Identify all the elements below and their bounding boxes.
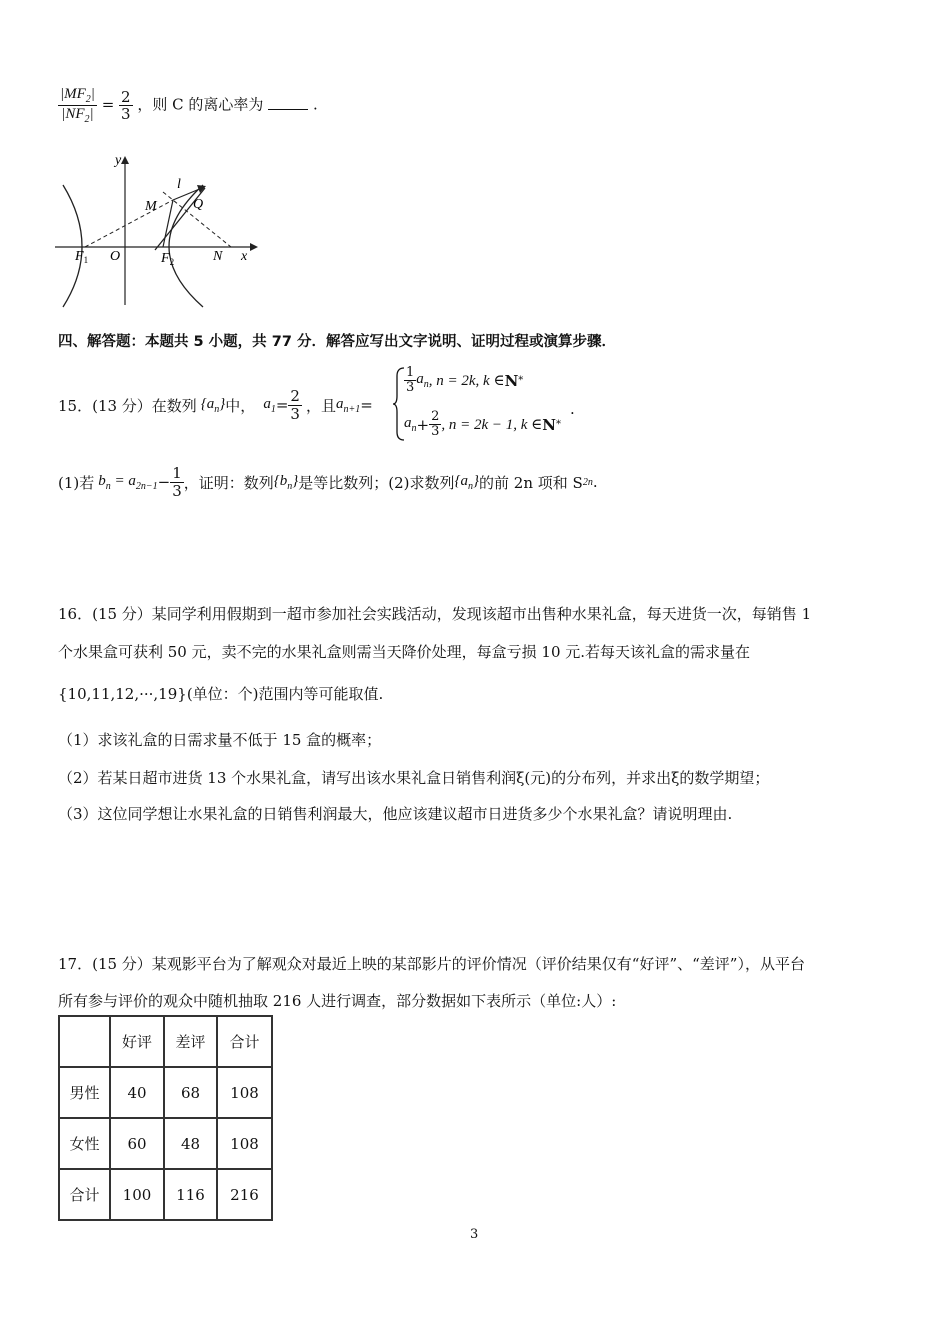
hyperbola-left-branch: [63, 185, 82, 307]
table-cell: 48: [164, 1118, 217, 1169]
q14-text: ，则 C 的离心率为: [137, 95, 264, 114]
table-cell: 合计: [217, 1016, 272, 1067]
answer-blank: [268, 95, 308, 110]
q15-parts: (1)若 $b_n = a_{2n-1}$ − $\frac{1}{3}$ ，证明：数列 $\{b_n\}$ 是等比数列；(2)求数列 $\{a_n\}$ 的前 2n 项和 S 2n .: [58, 464, 598, 500]
q17-line2: 所有参与评价的观众中随机抽取 216 人进行调查，部分数据如下表所示（单位:人）:: [58, 992, 617, 1010]
table-cell: 216: [217, 1169, 272, 1220]
q16-line1: 16．(15 分）某同学利用假期到一超市参加社会实践活动，发现该超市出售种水果礼盒，每天进货一次，每销售 1: [58, 605, 812, 623]
table-cell: 108: [217, 1067, 272, 1118]
label-x: x: [241, 249, 248, 264]
hyperbola-figure: [55, 150, 265, 310]
page-number: 3: [470, 1227, 479, 1242]
label-O: O: [110, 249, 121, 264]
label-N: N: [213, 249, 223, 264]
label-F2: $F_2$: [161, 251, 175, 267]
piecewise-case-2: $a_n$ + $\frac{2}{3}$ , n = 2k − 1, k ∈ N *: [404, 409, 561, 440]
line-F1M: [85, 200, 173, 247]
label-M: M: [145, 199, 157, 214]
q16-part1: （1）求该礼盒的日需求量不低于 15 盒的概率；: [58, 731, 382, 749]
table-cell: 60: [110, 1118, 164, 1169]
table-row: [59, 1067, 272, 1118]
table-row: [59, 1118, 272, 1169]
label-y: y: [115, 153, 122, 168]
table-cell: 68: [164, 1067, 217, 1118]
table-cell: [59, 1016, 110, 1067]
q16-part2: （2）若某日超市进货 13 个水果礼盒，请写出该水果礼盒日销售利润ξ(元)的分布列，并求出ξ的数学期望；: [58, 769, 770, 787]
label-Q: Q: [193, 197, 204, 212]
label-F1: $F_1$: [75, 249, 89, 265]
q14-tail-line: $\frac{|MF_2|}{|NF_2|}$ = $\frac{2}{3}$ ，则 C 的离心率为 .: [60, 86, 318, 125]
table-header-row: [59, 1016, 272, 1067]
piecewise-case-1: $\frac{1}{3}$ $a_n$ , n = 2k, k ∈ N *: [406, 365, 524, 396]
table-cell: 116: [164, 1169, 217, 1220]
table-cell: 女性: [59, 1118, 110, 1169]
table-cell: 108: [217, 1118, 272, 1169]
table-cell: 合计: [59, 1169, 110, 1220]
table-cell: 好评: [110, 1016, 164, 1067]
survey-table: [58, 1015, 273, 1221]
table-cell: 100: [110, 1169, 164, 1220]
x-axis-arrow: [250, 243, 258, 251]
ratio-fraction: $\frac{|MF_2|}{|NF_2|}$: [60, 86, 95, 125]
q16-line3: {10,11,12,···,19}(单位：个)范围内等可能取值.: [58, 685, 384, 703]
q16-part3: （3）这位同学想让水果礼盒的日销售利润最大，他应该建议超市日进货多少个水果礼盒？请说明理由.: [58, 805, 733, 823]
table-cell: 差评: [164, 1016, 217, 1067]
q17-line1: 17．(15 分）某观影平台为了解观众对最近上映的某部影片的评价情况（评价结果仅有“好评”、“差评”），从平台: [58, 955, 805, 973]
value-fraction: $\frac{2}{3}$: [121, 87, 131, 123]
table-row: [59, 1169, 272, 1220]
q15-stem: 15．(13 分）在数列 $\{a_n\}$ 中， $a_1$ = $\frac{2}{3}$ ，且 $a_{n+1}$ =: [58, 387, 373, 423]
y-axis-arrow: [121, 156, 129, 164]
section-heading: 四、解答题：本题共 5 小题，共 77 分．解答应写出文字说明、证明过程或演算步骤．: [58, 334, 616, 350]
label-l: l: [177, 177, 181, 192]
line-MF2: [163, 200, 173, 247]
table-cell: 40: [110, 1067, 164, 1118]
q16-line2: 个水果盒可获利 50 元，卖不完的水果礼盒则需当天降价处理，每盒亏损 10 元.若每天该礼盒的需求量在: [58, 643, 751, 661]
table-cell: 男性: [59, 1067, 110, 1118]
